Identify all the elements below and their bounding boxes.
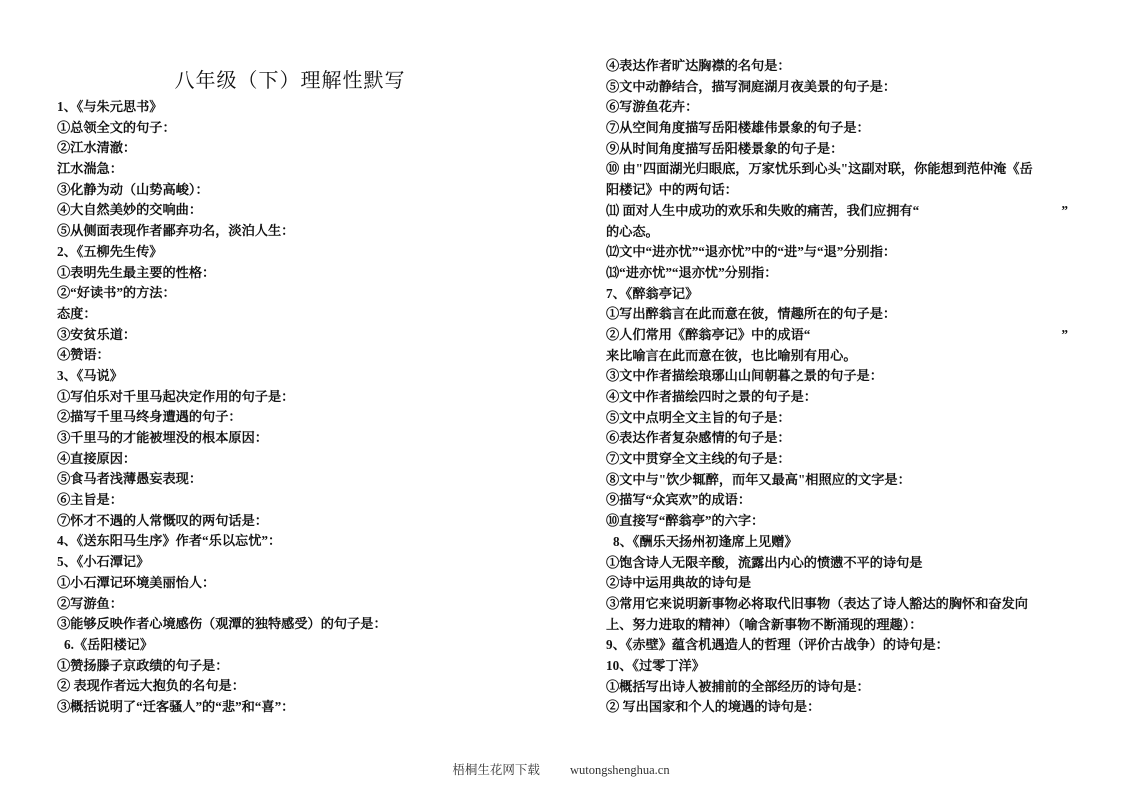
question-line: ①写出醉翁言在此而意在彼，情趣所在的句子是： [606, 306, 897, 322]
section-heading: 9、《赤壁》蕴含机遇造人的哲理（评价古战争）的诗句是： [606, 637, 949, 653]
section-heading: 8、《酬乐天扬州初逢席上见赠》 [613, 533, 798, 549]
question-line: ② 写出国家和个人的境遇的诗句是： [606, 699, 821, 715]
page-footer [0, 760, 1122, 778]
question-line: ①赞扬滕子京政绩的句子是： [57, 657, 229, 673]
question-line: ⑥表达作者复杂感情的句子是： [606, 430, 791, 446]
question-line: ④表达作者旷达胸襟的名句是： [606, 58, 791, 73]
question-text: ⑾ 面对人生中成功的欢乐和失败的痛苦，我们应拥有“ [606, 202, 920, 218]
footer-site-url: wutongshenghua.cn [569, 763, 670, 777]
page-title [0, 64, 570, 93]
question-line: 来比喻言在此而意在彼，也比喻别有用心。 [606, 347, 857, 363]
question-line: ⑨从时间角度描写岳阳楼景象的句子是： [606, 140, 844, 156]
question-line: ①概括写出诗人被捕前的全部经历的诗句是： [606, 678, 870, 694]
page-title-text: 八年级（下）理解性默写 [174, 68, 406, 92]
section-heading: 3、《马说》 [57, 367, 123, 383]
question-line: 江水湍急： [57, 161, 123, 177]
question-line: ①写伯乐对千里马起决定作用的句子是： [57, 388, 295, 404]
section-heading: 5、《小石潭记》 [57, 554, 150, 570]
question-line: ② 表现作者远大抱负的名句是： [57, 678, 245, 694]
question-line: ②江水清澈： [57, 140, 137, 156]
question-line: ⑿文中“进亦忧”“退亦忧”中的“进”与“退”分别指： [606, 244, 897, 260]
footer-site-name: 梧桐生花网下载 [452, 763, 540, 777]
section-heading: 10、《过零丁洋》 [606, 657, 705, 673]
question-line: ⒀“进亦忧”“退亦忧”分别指： [606, 264, 778, 280]
question-line: ⑧文中与"饮少辄醉，而年又最高"相照应的文字是： [606, 471, 911, 487]
question-line: ③千里马的才能被埋没的根本原因： [57, 430, 268, 445]
question-line: ①小石潭记环境美丽怡人： [57, 574, 216, 590]
question-line: 阳楼记》中的两句话： [606, 182, 738, 198]
question-line: ④直接原因： [57, 450, 137, 466]
question-text: ②人们常用《醉翁亭记》中的成语“ [606, 326, 811, 342]
question-line: ③概括说明了“迁客骚人”的“悲”和“喜”： [57, 698, 295, 714]
question-line: ②描写千里马终身遭遇的句子： [57, 409, 242, 425]
question-line: ⑦文中贯穿全文主线的句子是： [606, 451, 791, 467]
section-heading: 7、《醉翁亭记》 [606, 285, 699, 301]
section-heading: 6.《岳阳楼记》 [64, 636, 154, 652]
question-line: ③文中作者描绘琅琊山山间朝暮之景的句子是： [606, 368, 883, 384]
closing-quote: ” [1061, 202, 1068, 218]
question-line: ②诗中运用典故的诗句是 [606, 575, 752, 591]
question-line: ①表明先生最主要的性格： [57, 264, 216, 280]
question-line: ②写游鱼： [57, 595, 123, 611]
question-line: ①饱含诗人无限辛酸，流露出内心的愤懑不平的诗句是 [606, 554, 923, 570]
section-heading: 4、《送东阳马生序》作者“乐以忘忧”： [57, 533, 282, 549]
question-line: ⑤从侧面表现作者鄙弃功名，淡泊人生： [57, 223, 295, 239]
question-line: 上、努力进取的精神）（喻含新事物不断涌现的理趣）： [606, 616, 923, 632]
question-line: ⑩直接写“醉翁亭”的六字： [606, 513, 765, 529]
question-line: ④文中作者描绘四时之景的句子是： [606, 389, 817, 404]
question-line: ⑩ 由"四面湖光归眼底，万家忧乐到心头"这副对联，你能想到范仲淹《岳 [606, 161, 1033, 177]
closing-quote: ” [1061, 326, 1068, 342]
question-line: ⑤文中动静结合，描写洞庭湖月夜美景的句子是： [606, 78, 897, 94]
question-line: ⑥主旨是： [57, 492, 123, 508]
fill-in-blank-line [606, 325, 1068, 346]
fill-in-blank-line [606, 201, 1068, 222]
section-heading: 1、《与朱元思书》 [57, 99, 163, 114]
question-line: ④大自然美妙的交响曲： [57, 202, 203, 218]
question-line: ③安贫乐道： [57, 326, 137, 342]
question-line: ⑦怀才不遇的人常慨叹的两句话是： [57, 512, 268, 528]
question-line: 态度： [57, 305, 97, 321]
question-line: ③能够反映作者心境感伤（观潭的独特感受）的句子是： [57, 616, 387, 632]
question-line: ⑤食马者浅薄愚妄表现： [57, 471, 203, 487]
question-line: 的心态。 [606, 223, 659, 239]
right-column [606, 56, 1071, 718]
question-line: ⑥写游鱼花卉： [606, 99, 699, 115]
question-line: ③化静为动（山势高峻）： [57, 181, 209, 197]
question-line: ⑤文中点明全文主旨的句子是： [606, 409, 791, 425]
question-line: ⑦从空间角度描写岳阳楼雄伟景象的句子是： [606, 120, 870, 136]
question-line: ②“好读书”的方法： [57, 285, 176, 301]
question-line: ④赞语： [57, 347, 110, 363]
question-line: ⑨描写“众宾欢”的成语： [606, 492, 752, 508]
question-line: ①总领全文的句子： [57, 119, 176, 135]
question-line: ③常用它来说明新事物必将取代旧事物（表达了诗人豁达的胸怀和奋发向 [606, 595, 1028, 611]
section-heading: 2、《五柳先生传》 [57, 243, 163, 259]
left-column [57, 97, 557, 718]
